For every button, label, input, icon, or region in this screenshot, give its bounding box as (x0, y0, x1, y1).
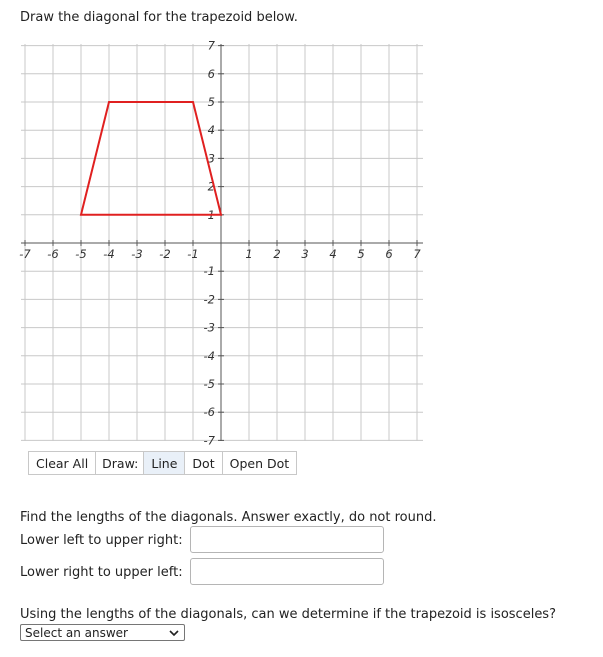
x-tick-label: 4 (329, 247, 337, 261)
y-tick-label: -4 (203, 348, 215, 363)
isosceles-answer-select[interactable] (20, 624, 185, 641)
draw-label: Draw: (95, 451, 144, 475)
y-tick-label: 2 (207, 179, 215, 194)
x-tick-label: -5 (75, 247, 87, 261)
problem-prompt: Draw the diagonal for the trapezoid below. (20, 10, 298, 25)
x-tick-label: 6 (385, 247, 393, 261)
y-tick-label: 7 (207, 38, 215, 53)
diagonals-instruction: Find the lengths of the diagonals. Answer exactly, do not round. (20, 510, 437, 525)
y-tick-label: -7 (203, 433, 215, 448)
lower-left-diagonal-input[interactable] (190, 526, 384, 553)
y-tick-label: -1 (203, 264, 215, 279)
select-value: Select an answer (25, 625, 128, 640)
x-tick-label: -7 (19, 247, 31, 261)
line-tool-button[interactable]: Line (143, 451, 185, 475)
y-tick-label: -5 (203, 377, 215, 391)
y-tick-label: 4 (207, 123, 215, 138)
graph-toolbar (28, 451, 297, 475)
x-tick-label: 7 (413, 247, 421, 261)
y-tick-label: 5 (207, 95, 215, 109)
x-tick-label: -6 (47, 247, 59, 261)
y-tick-label: 1 (207, 207, 215, 222)
y-tick-label: 6 (207, 66, 215, 81)
x-tick-label: -2 (159, 247, 171, 261)
dot-tool-button[interactable]: Dot (184, 451, 222, 475)
lower-left-label: Lower left to upper right: (20, 533, 183, 548)
x-tick-label: 2 (273, 247, 281, 261)
open-dot-tool-button[interactable]: Open Dot (222, 451, 298, 475)
lower-right-label: Lower right to upper left: (20, 565, 183, 580)
x-tick-label: 5 (357, 247, 365, 261)
lower-right-diagonal-input[interactable] (190, 558, 384, 585)
x-tick-label: -3 (131, 247, 143, 261)
chevron-down-icon (169, 628, 179, 638)
x-tick-label: 1 (245, 247, 253, 261)
y-tick-label: -3 (203, 320, 215, 335)
y-tick-label: 3 (207, 151, 215, 166)
y-tick-label: -2 (203, 292, 215, 307)
x-tick-label: -4 (103, 247, 115, 261)
isosceles-question: Using the lengths of the diagonals, can we determine if the trapezoid is isosceles? (20, 607, 556, 622)
x-tick-label: -1 (187, 247, 199, 261)
x-tick-label: 3 (301, 247, 309, 261)
y-tick-label: -6 (203, 405, 215, 420)
clear-all-button[interactable]: Clear All (28, 451, 96, 475)
